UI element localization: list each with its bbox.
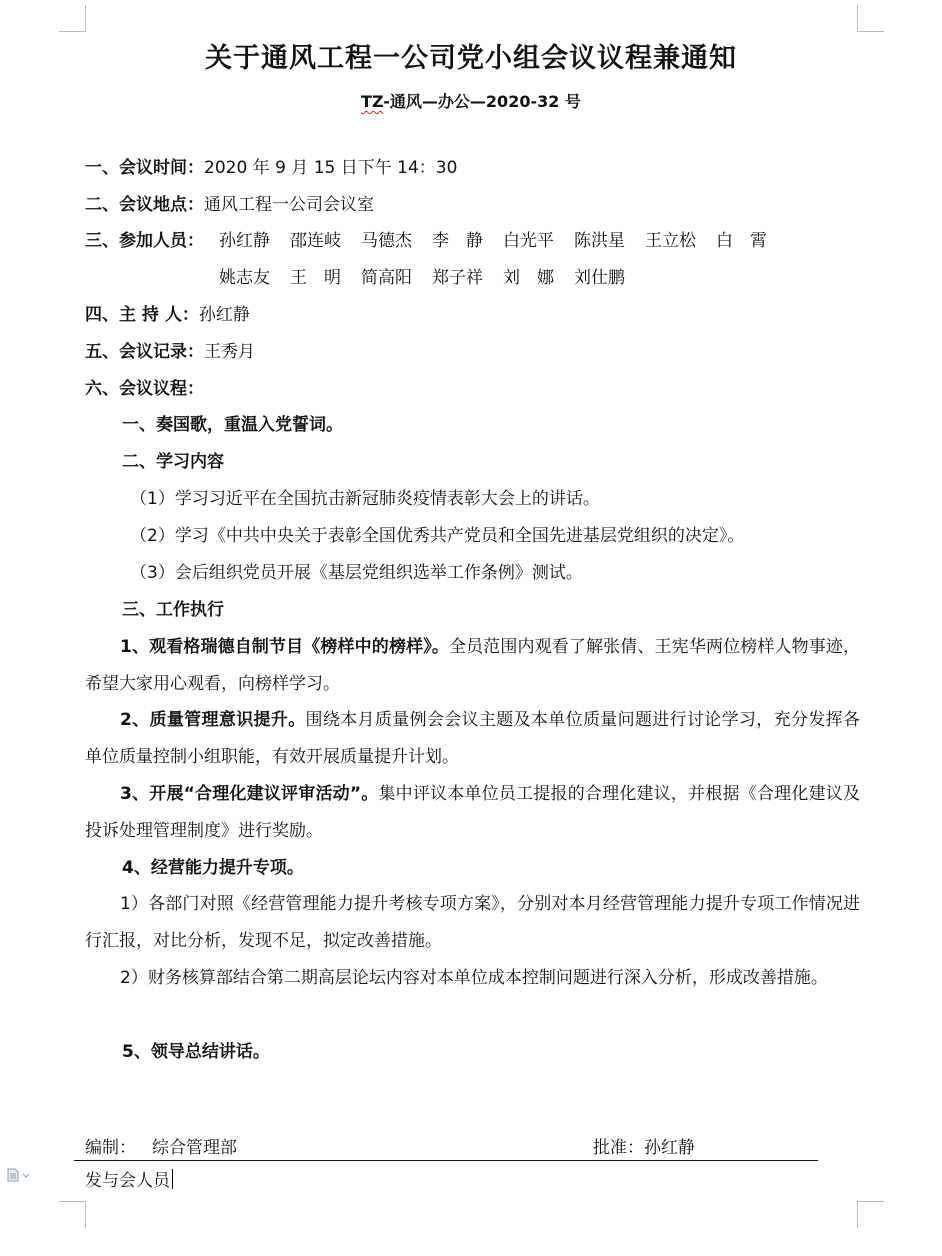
distribution-line[interactable] xyxy=(85,1169,173,1193)
attendees-row-2 xyxy=(219,266,645,290)
exec-heading-1: 1、观看格瑞德自制节目《榜样中的榜样》。 xyxy=(120,637,449,657)
recorder-label: 五、会议记录： xyxy=(85,342,204,362)
attendee-name: 郑子祥 xyxy=(432,268,483,288)
exec-text-2: 围绕本月质量例会会议主题及本单位质量问题进行讨论学习，充分发挥各单位质量控制小组职能，有效开展质量提升计划。 xyxy=(85,710,860,767)
attendees-line xyxy=(85,229,204,253)
host-label: 四、主 持 人： xyxy=(85,305,199,325)
doc-number-rest: -通风—办公—2020-32 号 xyxy=(383,92,581,111)
attendee-name: 陈洪星 xyxy=(574,231,625,251)
attendee-name: 白光平 xyxy=(503,231,554,251)
host-value: 孙红静 xyxy=(198,305,250,325)
attendee-name: 简高阳 xyxy=(361,268,412,288)
document-icon[interactable] xyxy=(7,1168,33,1182)
meeting-time-label: 一、会议时间： xyxy=(85,158,204,178)
exec-text-1: 全员范围内观看了解张倩、王宪华两位榜样人物事迹，希望大家用心观看，向榜样学习。 xyxy=(85,637,861,694)
distribution-text: 发与会人员 xyxy=(85,1171,170,1191)
prepared-label: 编制： xyxy=(85,1138,136,1158)
recorder-line xyxy=(85,340,255,364)
page-corner-mark xyxy=(857,1201,884,1228)
agenda-item-3: 三、工作执行 xyxy=(122,600,224,620)
meeting-place-line xyxy=(85,193,374,217)
exec-paragraph-1 xyxy=(85,629,860,702)
exec-4-sub-2: 2）财务核算部结合第二期高层论坛内容对本单位成本控制问题进行深入分析，形成改善措施。 xyxy=(120,968,828,988)
exec-heading-4: 4、经营能力提升专项。 xyxy=(122,858,304,878)
attendee-name: 邵连岐 xyxy=(290,231,341,251)
attendee-name: 刘 娜 xyxy=(503,268,554,288)
attendee-name: 白 霄 xyxy=(716,231,767,251)
attendees-row-1 xyxy=(219,229,787,253)
attendee-name: 李 静 xyxy=(432,231,483,251)
study-item-1: （1）学习习近平在全国抗击新冠肺炎疫情表彰大会上的讲话。 xyxy=(130,489,600,509)
attendee-name: 王 明 xyxy=(290,268,341,288)
attendee-name: 马德杰 xyxy=(361,231,412,251)
doc-number-prefix: TZ xyxy=(361,92,384,111)
prepared-by xyxy=(85,1136,237,1160)
exec-4-sub-1: 1）各部门对照《经营管理能力提升考核专项方案》，分别对本月经营管理能力提升专项工作情况进行汇报，对比分析，发现不足，拟定改善措施。 xyxy=(85,894,860,951)
approved-value: 孙红静 xyxy=(644,1138,695,1158)
attendee-name: 刘仕鹏 xyxy=(574,268,625,288)
host-line xyxy=(85,303,250,327)
page-corner-mark xyxy=(857,5,884,32)
agenda-item-1: 一、奏国歌，重温入党誓词。 xyxy=(122,415,343,435)
approved-by xyxy=(593,1136,695,1160)
exec-text-3: 集中评议本单位员工提报的合理化建议，并根据《合理化建议及投诉处理管理制度》进行奖励。 xyxy=(85,784,860,841)
meeting-time-value: 2020 年 9 月 15 日下午 14：30 xyxy=(204,158,458,178)
page-corner-mark xyxy=(59,5,86,32)
page-corner-mark xyxy=(59,1201,86,1228)
recorder-value: 王秀月 xyxy=(204,342,255,362)
document-number xyxy=(0,89,942,112)
attendee-name: 王立松 xyxy=(645,231,696,251)
exec-heading-5: 5、领导总结讲话。 xyxy=(122,1042,270,1062)
exec-paragraph-3 xyxy=(85,776,860,849)
prepared-value: 综合管理部 xyxy=(152,1138,237,1158)
meeting-place-label: 二、会议地点： xyxy=(85,195,204,215)
exec-heading-2: 2、质量管理意识提升。 xyxy=(120,710,306,730)
agenda-label: 六、会议议程： xyxy=(85,379,204,399)
text-cursor xyxy=(172,1169,173,1189)
study-item-3: （3）会后组织党员开展《基层党组织选举工作条例》测试。 xyxy=(130,563,583,583)
approved-label: 批准： xyxy=(593,1138,644,1158)
meeting-time-line xyxy=(85,156,457,180)
attendee-name: 孙红静 xyxy=(219,231,270,251)
document-title: 关于通风工程一公司党小组会议议程兼通知 xyxy=(205,43,737,74)
meeting-place-value: 通风工程一公司会议室 xyxy=(204,195,374,215)
attendee-name: 姚志友 xyxy=(219,268,270,288)
study-item-2: （2）学习《中共中央关于表彰全国优秀共产党员和全国先进基层党组织的决定》。 xyxy=(130,526,745,546)
agenda-item-2: 二、学习内容 xyxy=(122,452,224,472)
footer-divider xyxy=(74,1160,818,1161)
attendees-label: 三、参加人员： xyxy=(85,231,204,251)
exec-paragraph-2 xyxy=(85,702,860,775)
exec-heading-3: 3、开展“合理化建议评审活动”。 xyxy=(120,784,379,804)
agenda-line xyxy=(85,377,204,401)
